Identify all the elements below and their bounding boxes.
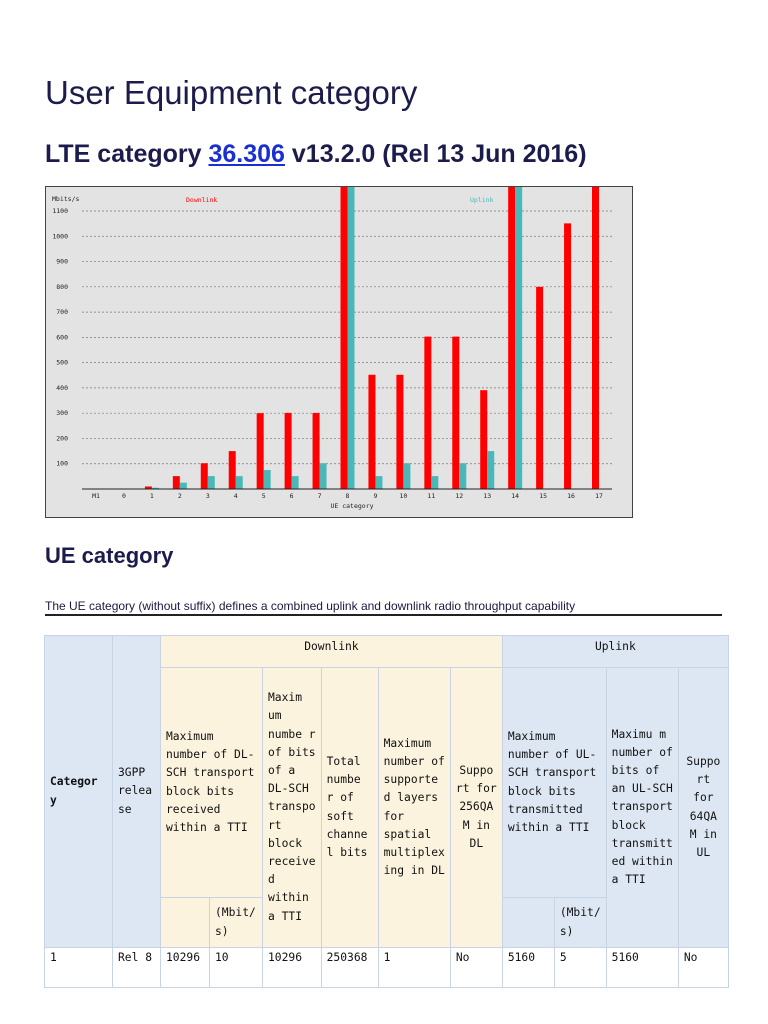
heading-prefix: LTE category (45, 140, 202, 168)
x-tick-label: 2 (177, 492, 182, 500)
bar-downlink (229, 451, 236, 489)
cell-soft-bits: 250368 (321, 948, 378, 988)
bar-downlink (313, 413, 320, 489)
cell-256qam: No (450, 948, 502, 988)
section-heading: UE category (45, 543, 174, 568)
header-downlink: Downlink (161, 636, 503, 668)
bar-downlink (368, 375, 375, 489)
cell-64qam: No (678, 948, 728, 988)
x-tick-label: 17 (595, 492, 603, 500)
ue-category-table (44, 635, 729, 988)
heading-suffix: v13.2.0 (Rel 13 Jun 2016) (291, 140, 587, 168)
header-dl-max-bits: Maximum number of DL-SCH transport block bits received within a TTI (161, 668, 263, 898)
y-tick-label: 1000 (52, 232, 68, 241)
bar-downlink (592, 187, 599, 489)
header-category: Categor y (45, 636, 113, 948)
x-tick-label: 10 (399, 492, 408, 500)
y-tick-label: 800 (56, 282, 68, 291)
x-tick-label: 0 (121, 492, 126, 500)
y-tick-label: 900 (56, 257, 68, 266)
bar-downlink (173, 476, 180, 489)
bar-uplink (515, 187, 522, 489)
x-axis-label: UE category (330, 502, 374, 510)
bar-uplink (180, 483, 187, 489)
bar-downlink (396, 375, 403, 489)
x-tick-label: 5 (261, 492, 266, 500)
bar-downlink (424, 337, 431, 489)
header-ul-mbits-unit: (Mbit/ s) (554, 898, 606, 948)
header-dl-max-bits-tb: Maxim um numbe r of bits of a DL-SCH transpo rt block receive d within a TTI (263, 668, 322, 948)
cell-ul-mbits: 5 (554, 948, 606, 988)
y-tick-label: 500 (56, 358, 68, 367)
x-tick-label: 8 (345, 492, 350, 500)
cell-ul-bits: 5160 (502, 948, 554, 988)
bar-uplink (431, 476, 438, 489)
y-tick-label: 200 (56, 434, 68, 443)
bar-downlink (536, 287, 543, 489)
x-tick-label: 3 (205, 492, 210, 500)
header-release: 3GPP relea se (113, 636, 161, 948)
x-tick-label: 15 (539, 492, 548, 500)
bar-downlink (452, 337, 459, 489)
page-title: User Equipment category (45, 74, 418, 111)
y-tick-label: 700 (56, 308, 68, 317)
x-tick-label: 4 (233, 492, 238, 500)
description-text: The UE category (without suffix) defines a combined uplink and downlink radio throughput capability (45, 599, 722, 616)
x-tick-label: 1 (149, 492, 154, 500)
throughput-chart-svg (46, 187, 632, 517)
x-tick-label: 6 (289, 492, 294, 500)
cell-category: 1 (45, 948, 113, 988)
header-ul-max-bits-tb: Maximu m number of bits of an UL-SCH transport block transmitt ed within a TTI (606, 668, 678, 948)
throughput-chart (45, 186, 633, 518)
cell-layers: 1 (378, 948, 450, 988)
x-tick-label: 7 (317, 492, 322, 500)
legend-uplink: Uplink (470, 196, 494, 204)
lte-category-heading (45, 140, 587, 169)
bar-downlink (564, 223, 571, 489)
header-ul-64qam: Suppo rt for 64QA M in UL (678, 668, 728, 948)
spec-link[interactable]: 36.306 (208, 140, 285, 168)
cell-dl-mbits: 10 (210, 948, 263, 988)
header-ul-bits-blank (502, 898, 554, 948)
header-ul-max-bits: Maximum number of UL-SCH transport block bits transmitted within a TTI (502, 668, 606, 898)
bar-uplink (375, 476, 382, 489)
bar-uplink (459, 463, 466, 489)
header-dl-bits-blank (161, 898, 210, 948)
x-tick-label: 12 (455, 492, 464, 500)
y-axis-label: Mbits/s (52, 195, 80, 203)
bar-downlink (508, 187, 515, 489)
cell-ul-bits-tb: 5160 (606, 948, 678, 988)
x-tick-label: 9 (373, 492, 378, 500)
bar-downlink (341, 187, 348, 489)
y-tick-label: 300 (56, 409, 68, 418)
cell-dl-bits: 10296 (161, 948, 210, 988)
x-tick-label: M1 (92, 492, 100, 500)
header-dl-soft-bits: Total numbe r of soft channe l bits (321, 668, 378, 948)
bar-uplink (292, 476, 299, 489)
x-tick-label: 14 (511, 492, 520, 500)
bar-uplink (403, 463, 410, 489)
y-tick-label: 1100 (52, 207, 68, 215)
x-tick-label: 16 (567, 492, 575, 500)
header-dl-mbits-unit: (Mbit/ s) (210, 898, 263, 948)
header-dl-layers: Maximum number of supporte d layers for spatial multiplex ing in DL (378, 668, 450, 948)
y-tick-label: 600 (56, 333, 68, 342)
header-dl-256qam: Suppo rt for 256QA M in DL (450, 668, 502, 948)
x-tick-label: 11 (427, 492, 436, 500)
cell-dl-bits-tb: 10296 (263, 948, 322, 988)
y-tick-label: 100 (56, 459, 68, 468)
bar-downlink (285, 413, 292, 489)
bar-uplink (487, 451, 494, 489)
bar-uplink (320, 463, 327, 489)
bar-downlink (480, 390, 487, 489)
header-uplink: Uplink (502, 636, 728, 668)
legend-downlink: Downlink (186, 196, 218, 204)
table-row (45, 948, 729, 988)
x-tick-label: 13 (483, 492, 492, 500)
bar-downlink (201, 463, 208, 489)
y-tick-label: 400 (56, 383, 68, 392)
bar-uplink (264, 470, 271, 489)
bar-uplink (348, 187, 355, 489)
bar-downlink (257, 413, 264, 489)
bar-uplink (236, 476, 243, 489)
bar-uplink (208, 476, 215, 489)
cell-release: Rel 8 (113, 948, 161, 988)
